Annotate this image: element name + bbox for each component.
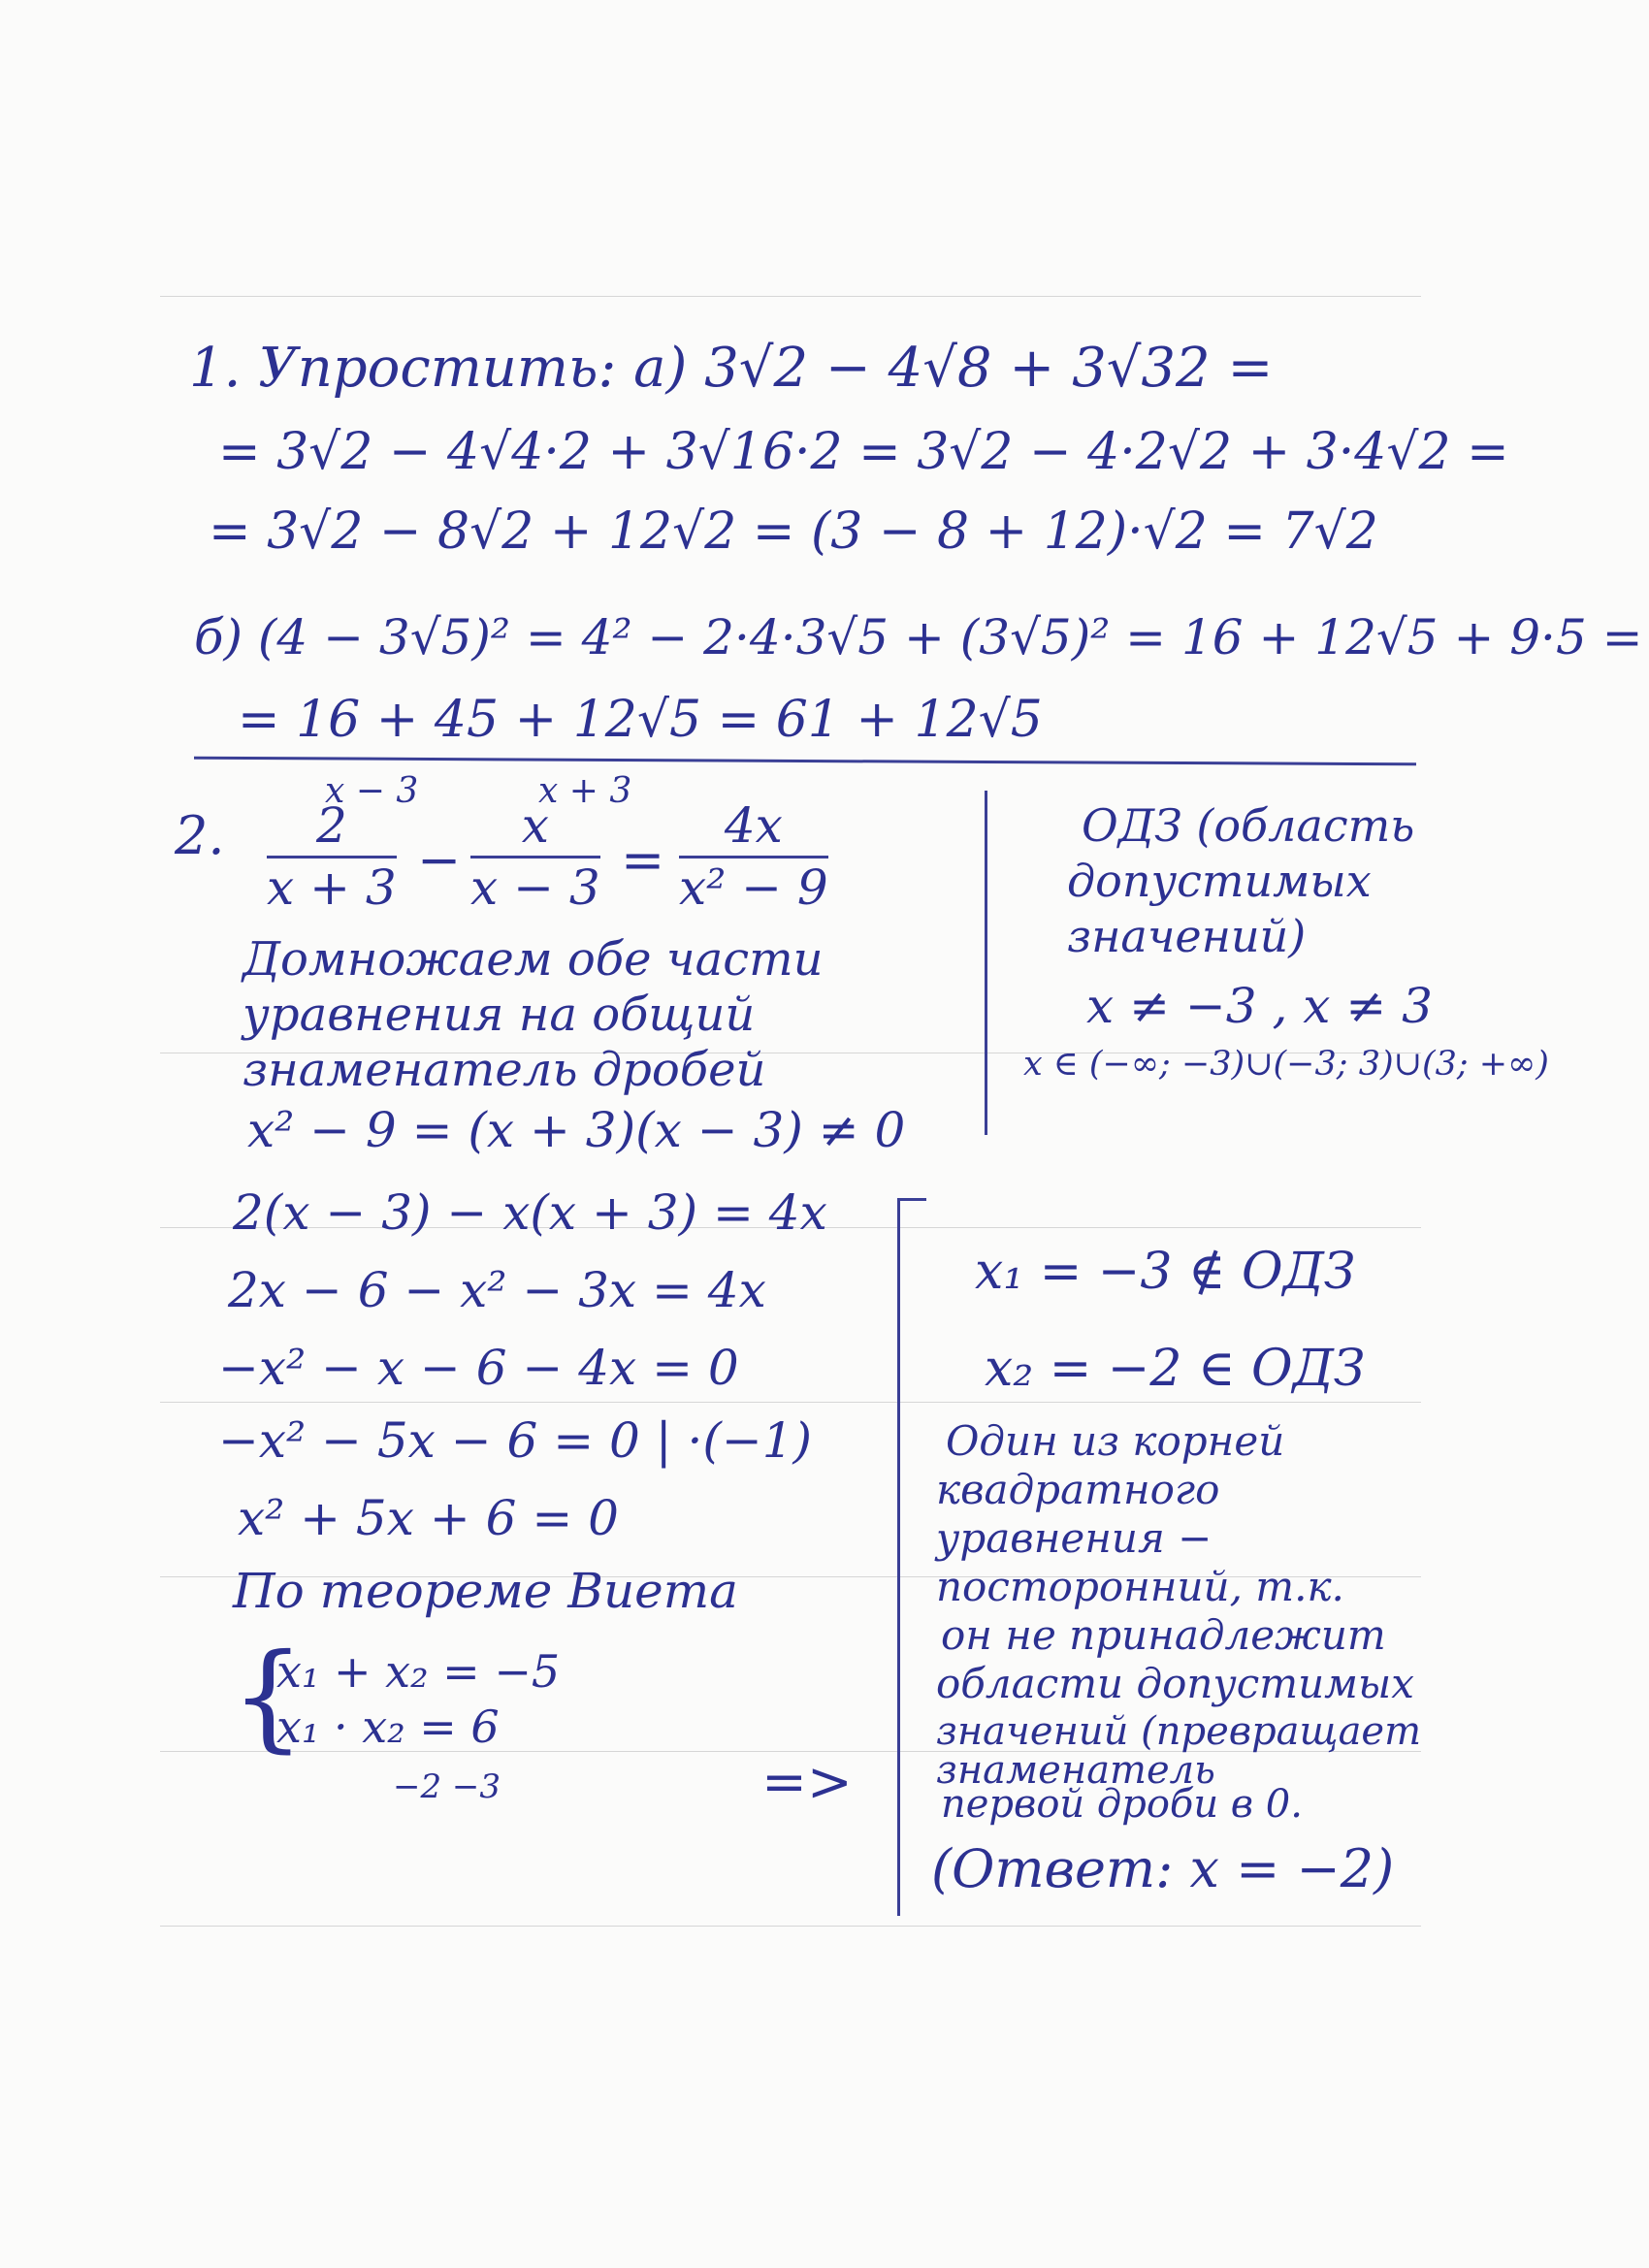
task1-a-line1: 1. Упростить: а) 3√2 − 4√8 + 3√32 = xyxy=(189,337,1274,400)
explanation-line3: знаменатель дробей xyxy=(242,1043,766,1097)
comment-line1: Один из корней xyxy=(946,1417,1285,1465)
comment-line4: посторонний, т.к. xyxy=(936,1563,1344,1610)
vieta-sum: x₁ + x₂ = −5 xyxy=(276,1645,561,1698)
fraction-3-numerator: 4x xyxy=(724,797,783,854)
equals-sign: = xyxy=(621,829,665,891)
solution-step1: 2(x − 3) − x(x + 3) = 4x xyxy=(233,1184,827,1241)
vieta-roots: −2 −3 xyxy=(393,1767,501,1806)
fraction-2 xyxy=(470,797,600,916)
system-brace: { xyxy=(231,1630,306,1765)
vieta-product: x₁ · x₂ = 6 xyxy=(276,1701,500,1753)
ruled-line xyxy=(160,1926,1421,1927)
root-x2: x₂ = −2 ∈ ОДЗ xyxy=(985,1340,1366,1398)
final-answer: (Ответ: x = −2) xyxy=(931,1838,1395,1899)
ruled-line xyxy=(160,1402,1421,1403)
odz-condition: x ≠ −3 , x ≠ 3 xyxy=(1086,978,1433,1034)
task1-a-line2: = 3√2 − 4√4·2 + 3√16·2 = 3√2 − 4·2√2 + 3·4√2 = xyxy=(218,423,1509,481)
odz-interval: x ∈ (−∞; −3)∪(−3; 3)∪(3; +∞) xyxy=(1023,1045,1549,1084)
fraction-bar xyxy=(470,856,600,859)
fraction-2-denominator: x − 3 xyxy=(470,859,600,916)
solution-step2: 2x − 6 − x² − 3x = 4x xyxy=(228,1262,766,1318)
comment-line8: знаменатель xyxy=(936,1748,1215,1793)
fraction2-multiplier: x + 3 xyxy=(538,771,632,811)
fraction-1-denominator: x + 3 xyxy=(267,859,397,916)
comment-line3: уравнения − xyxy=(936,1514,1212,1562)
odz-line1: ОДЗ (область xyxy=(1082,799,1415,852)
fraction-bar xyxy=(679,856,828,859)
fraction-3-denominator: x² − 9 xyxy=(679,859,828,916)
roots-bracket-top xyxy=(897,1198,926,1201)
fraction-1 xyxy=(267,797,397,916)
odz-line3: значений) xyxy=(1067,910,1307,962)
minus-sign: − xyxy=(417,829,462,891)
section-divider xyxy=(194,757,1416,766)
comment-line6: области допустимых xyxy=(936,1660,1414,1707)
odz-line2: допустимых xyxy=(1067,855,1372,907)
explanation-line2: уравнения на общий xyxy=(242,988,756,1042)
fraction-bar xyxy=(267,856,397,859)
task1-b-line1: б) (4 − 3√5)² = 4² − 2·4·3√5 + (3√5)² = 16 + 12√5 + 9·5 = xyxy=(194,609,1643,665)
fraction1-multiplier: x − 3 xyxy=(325,771,419,811)
solution-step5: x² + 5x + 6 = 0 xyxy=(238,1490,619,1546)
comment-line9: первой дроби в 0. xyxy=(941,1782,1303,1827)
task1-a-line3: = 3√2 − 8√2 + 12√2 = (3 − 8 + 12)·√2 = 7√2 xyxy=(209,502,1378,561)
implication-arrow: => xyxy=(761,1751,853,1814)
comment-line5: он не принадлежит xyxy=(941,1611,1386,1659)
comment-line7: значений (превращает xyxy=(936,1709,1422,1754)
comment-line2: квадратного xyxy=(936,1466,1220,1513)
denominator-factorization: x² − 9 = (x + 3)(x − 3) ≠ 0 xyxy=(247,1102,906,1158)
fraction-2-numerator: x xyxy=(521,797,549,854)
solution-step4: −x² − 5x − 6 = 0 | ·(−1) xyxy=(218,1412,813,1469)
solution-step3: −x² − x − 6 − 4x = 0 xyxy=(218,1340,739,1396)
vieta-heading: По теореме Виета xyxy=(233,1563,738,1619)
odz-bracket xyxy=(985,791,987,1135)
task2-number: 2. xyxy=(175,805,225,866)
fraction-3 xyxy=(679,797,828,916)
root-x1: x₁ = −3 ∉ ОДЗ xyxy=(975,1243,1356,1301)
fraction-1-numerator: 2 xyxy=(315,797,347,854)
roots-bracket xyxy=(897,1198,900,1916)
ruled-line xyxy=(160,296,1421,297)
explanation-line1: Домножаем обе части xyxy=(242,932,824,987)
task1-b-line2: = 16 + 45 + 12√5 = 61 + 12√5 xyxy=(238,691,1043,749)
